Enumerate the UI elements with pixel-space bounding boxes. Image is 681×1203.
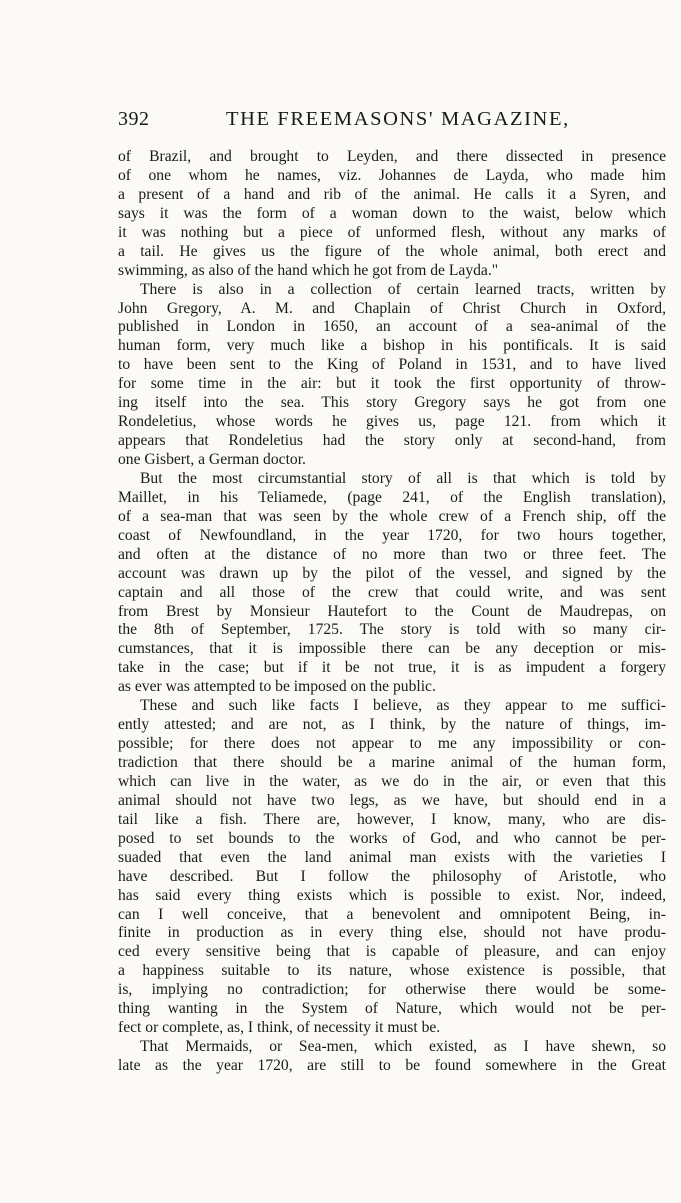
text-line: take in the case; but if it be not true, it is as impudent a forgery — [118, 659, 666, 677]
text-line: thing wanting in the System of Nature, which would not be per- — [118, 1000, 666, 1018]
text-line: ently attested; and are not, as I think, by the nature of things, im- — [118, 716, 666, 734]
text-line: of Brazil, and brought to Leyden, and there dissected in presence — [118, 148, 666, 165]
text-line: ced every sensitive being that is capable of pleasure, and can enjoy — [118, 943, 666, 961]
running-title: THE FREEMASONS' MAGAZINE, — [226, 108, 570, 130]
text-line: tradiction that there should be a marine animal of the human form, — [118, 754, 666, 771]
text-line: fect or complete, as, I think, of necessity it must be. — [118, 1019, 441, 1037]
text-line: says it was the form of a woman down to the waist, below which — [118, 204, 666, 222]
text-line: appears that Rondeletius had the story only at second-hand, from — [118, 432, 666, 450]
text-line: posed to set bounds to the works of God, and who cannot be per- — [118, 829, 666, 847]
text-line: a present of a hand and rib of the animal. He calls it a Syren, and — [118, 185, 666, 203]
text-line: has said every thing exists which is possible to exist. Nor, indeed, — [118, 886, 666, 904]
text-line: one Gisbert, a German doctor. — [118, 451, 306, 468]
text-line: But the most circumstantial story of all is that which is told by — [140, 469, 666, 487]
text-line: suaded that even the land animal man exists with the varieties I — [118, 848, 666, 866]
text-line: finite in production as in every thing else, should not have produ- — [118, 924, 666, 942]
text-line: of a sea-man that was seen by the whole crew of a French ship, off the — [118, 507, 666, 525]
text-line: captain and all those of the crew that could write, and was sent — [118, 583, 666, 601]
text-line: possible; for there does not appear to me any impossibility or con- — [118, 735, 666, 753]
text-line: have described. But I follow the philosophy of Aristotle, who — [118, 867, 666, 885]
text-line: it was nothing but a piece of unformed flesh, without any marks of — [118, 223, 666, 241]
text-line: cumstances, that it is impossible there can be any deception or mis- — [118, 640, 666, 658]
text-line: the 8th of September, 1725. The story is told with so many cir- — [118, 621, 666, 639]
text-line: Maillet, in his Teliamede, (page 241, of the English translation), — [118, 488, 666, 506]
text-line: There is also in a collection of certain learned tracts, written by — [140, 280, 666, 298]
text-line: late as the year 1720, are still to be found somewhere in the Great — [118, 1057, 666, 1074]
text-line: which can live in the water, as we do in the air, or even that this — [118, 772, 666, 790]
text-line: John Gregory, A. M. and Chaplain of Christ Church in Oxford, — [118, 299, 666, 317]
page-header — [118, 108, 668, 138]
text-line: a happiness suitable to its nature, whose existence is possible, that — [118, 962, 666, 980]
body-text — [118, 148, 666, 1076]
text-line: swimming, as also of the hand which he got from de Layda." — [118, 261, 499, 279]
text-line: of one whom he names, viz. Johannes de Layda, who made him — [118, 166, 666, 184]
text-line: from Brest by Monsieur Hautefort to the Count de Maudrepas, on — [118, 602, 666, 620]
text-line: as ever was attempted to be imposed on the public. — [118, 678, 436, 696]
text-line: for some time in the air: but it took the first opportunity of throw- — [118, 375, 666, 393]
text-line: Rondeletius, whose words he gives us, page 121. from which it — [118, 413, 666, 431]
text-line: tail like a fish. There are, however, I know, many, who are dis- — [118, 810, 666, 828]
text-line: That Mermaids, or Sea-men, which existed, as I have shewn, so — [140, 1038, 666, 1056]
text-line: account was drawn up by the pilot of the vessel, and signed by the — [118, 564, 666, 582]
text-line: is, implying no contradiction; for otherwise there would be some- — [118, 981, 666, 999]
text-line: ing itself into the sea. This story Gregory says he got from one — [118, 394, 666, 412]
text-line: coast of Newfoundland, in the year 1720, for two hours together, — [118, 526, 666, 544]
text-line: and often at the distance of no more than two or three feet. The — [118, 545, 666, 563]
text-line: to have been sent to the King of Poland in 1531, and to have lived — [118, 356, 666, 374]
text-line: can I well conceive, that a benevolent and omnipotent Being, in- — [118, 905, 666, 923]
page-number: 392 — [118, 108, 150, 130]
text-line: a tail. He gives us the figure of the whole animal, both erect and — [118, 242, 666, 260]
text-line: These and such like facts I believe, as they appear to me suffici- — [140, 697, 666, 715]
text-line: published in London in 1650, an account of a sea-animal of the — [118, 318, 666, 336]
text-line: animal should not have two legs, as we have, but should end in a — [118, 791, 666, 809]
text-line: human form, very much like a bishop in his pontificals. It is said — [118, 337, 666, 355]
